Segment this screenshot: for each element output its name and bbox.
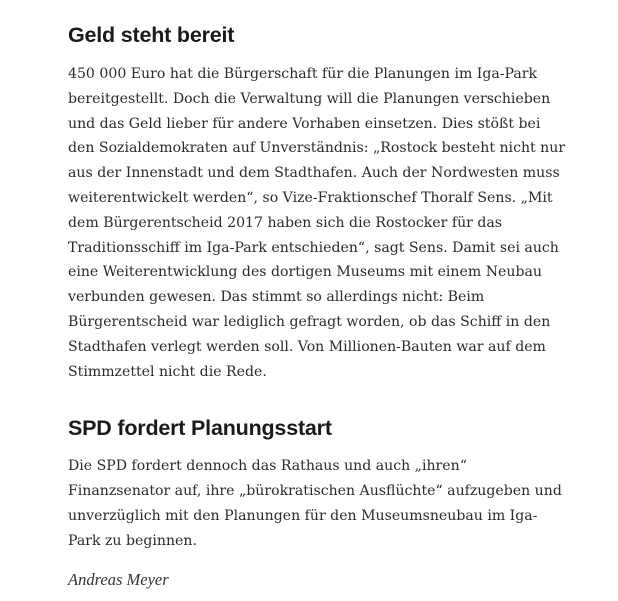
paragraph-spd-fordert-planungsstart: Die SPD fordert dennoch das Rathaus und auch „ihren“ Finanzsenator auf, ihre „bürokratischen Ausflüchte“ aufzugeben und unverzüglich mit den Planungen für den Museumsneubau im Iga-Park zu beginnen. [68, 458, 562, 549]
author-byline: Andreas Meyer [68, 569, 169, 589]
section-heading-spd-fordert-planungsstart: SPD fordert Planungsstart [68, 416, 332, 441]
paragraph-geld-steht-bereit: 450 000 Euro hat die Bürgerschaft für die Planungen im Iga-Park bereitgestellt. Doch die Verwaltung will die Planungen verschieben und das Geld lieber für andere Vorhaben einsetzen. Dies stößt bei den Sozialdemokraten auf Unverständnis: „Rostock besteht nicht nur aus der Innenstadt und dem Stadthafen. Auch der Nordwesten muss weiterentwickelt werden“, so Vize-Fraktionschef Thoralf Sens. „Mit dem Bürgerentscheid 2017 haben sich die Rostocker für das Traditionsschiff im Iga-Park entschieden“, sagt Sens. Damit sei auch eine Weiterentwicklung des dortigen Museums mit einem Neubau verbunden gewesen. Das stimmt so allerdings nicht: Beim Bürgerentscheid war lediglich gefragt worden, ob das Schiff in den Stadthafen verlegt werden soll. Von Millionen-Bauten war auf dem Stimmzettel nicht die Rede. [68, 66, 566, 380]
section-heading-geld-steht-bereit: Geld steht bereit [68, 23, 235, 47]
article-body [68, 18, 568, 591]
